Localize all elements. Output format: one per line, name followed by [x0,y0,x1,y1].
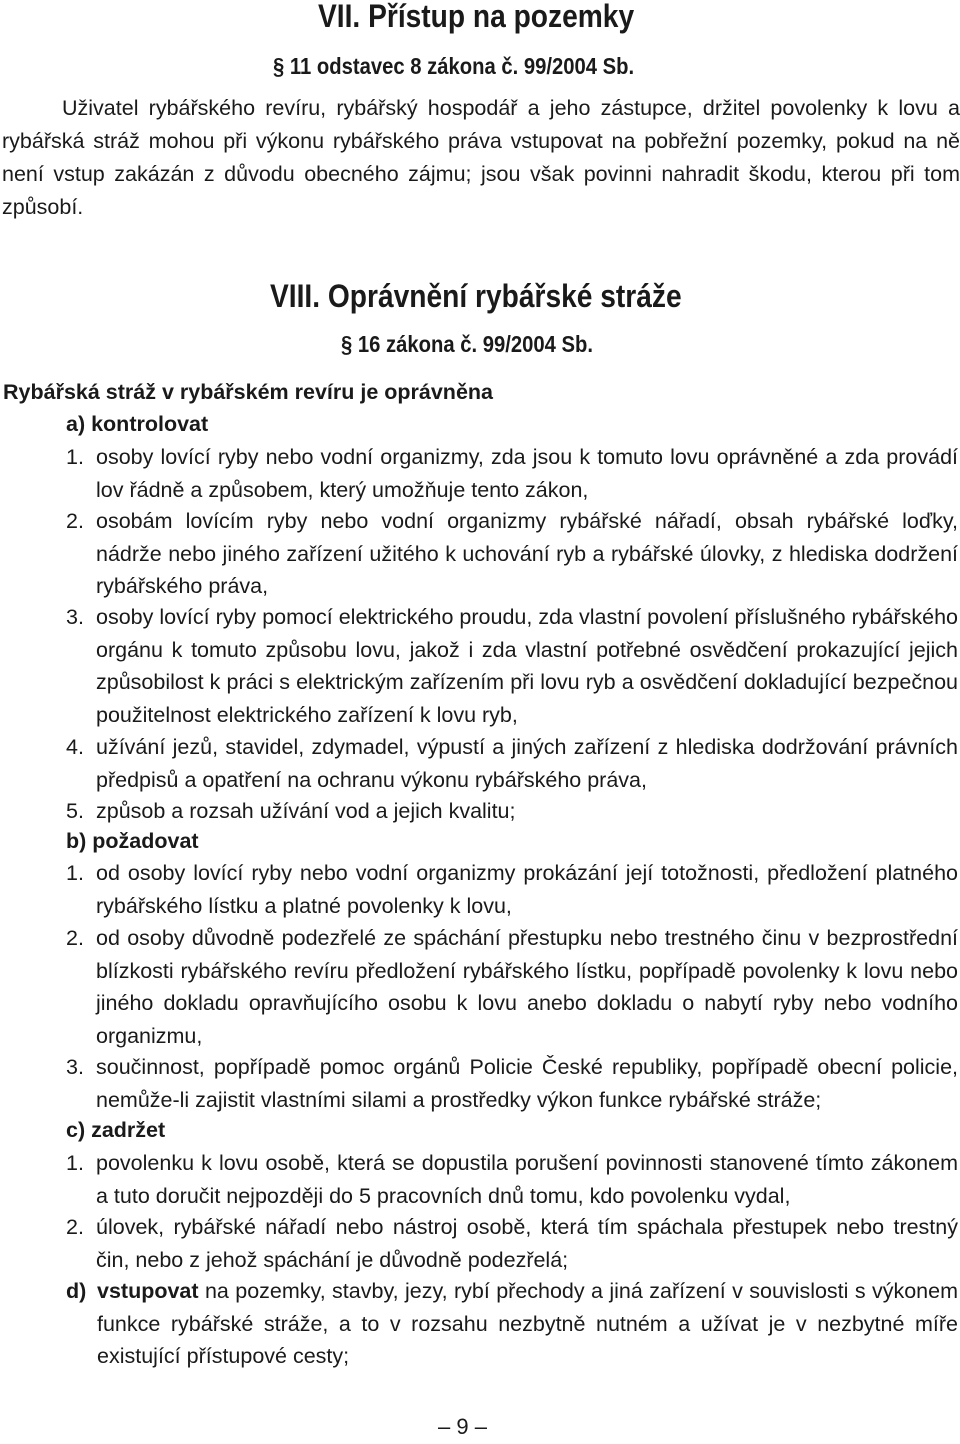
list-item-number: 1. [66,861,84,885]
list-item-a1 [66,441,958,506]
list-item-text: osobám lovícím ryby nebo vodní organizmy rybářské nářadí, obsah rybářské loďky, nádrže nebo jiného zařízení užitého k uchování ryb a rybářské úlovky, z hlediska dodržení rybářského práva, [96,509,958,598]
group-d-label: d) [66,1279,87,1303]
list-item-number: 3. [66,605,84,629]
list-item-text: od osoby lovící ryby nebo vodní organizmy prokázání její totožnosti, předložení platného rybářského lístku a platné povolenky k lovu, [96,861,958,918]
list-item-text: úlovek, rybářské nářadí nebo nástroj osobě, která tím spáchala přestupek nebo trestný čin, nebo z jehož spáchání je důvodně podezřelá; [96,1215,958,1272]
group-c-heading: c) zadržet [66,1118,166,1142]
list-item-number: 1. [66,1151,84,1175]
group-b-heading: b) požadovat [66,829,199,853]
list-item-a4 [66,731,958,796]
list-item-a2 [66,505,958,603]
section-8-lead: Rybářská stráž v rybářském revíru je oprávněna [3,380,493,404]
list-item-b1 [66,857,958,922]
list-item-a3 [66,601,958,731]
list-item-number: 4. [66,735,84,759]
section-7-legal-reference: § 11 odstavec 8 zákona č. 99/2004 Sb. [273,53,635,79]
list-item-number: 3. [66,1055,84,1079]
list-item-number: 5. [66,799,84,823]
group-d-text [97,1275,958,1373]
list-item-number: 2. [66,1215,84,1239]
list-item-c2 [66,1211,958,1276]
list-item-text: osoby lovící ryby nebo vodní organizmy, zda jsou k tomuto lovu oprávněné a zda provádí lov řádně a způsobem, který umožňuje tento zákon, [96,445,958,502]
list-item-a5 [66,795,958,828]
section-7-paragraph: Uživatel rybářského revíru, rybářský hospodář a jeho zástupce, držitel povolenky k lovu a rybářská stráž mohou při výkonu rybářského práva vstupovat na pobřežní pozemky, pokud na ně není vstup zakázán z důvodu obecného zájmu; jsou však povinni nahradit škodu, kterou při tom způsobí. [2,96,960,219]
page-number: – 9 – [438,1414,487,1439]
list-item-text: užívání jezů, stavidel, zdymadel, výpustí a jiných zařízení z hlediska dodržování právních předpisů a opatření na ochranu výkonu rybářského práva, [96,735,958,792]
list-item-text: součinnost, popřípadě pomoc orgánů Policie České republiky, popřípadě obecní policie, nemůže-li zajistit vlastními silami a prostředky výkon funkce rybářské stráže; [96,1055,958,1112]
list-item-text: od osoby důvodně podezřelé ze spáchání přestupku nebo trestného činu v bezprostřední blízkosti rybářského revíru předložení rybářského lístku, popřípadě povolenky k lovu nebo jiného dokladu opravňujícího osobu k lovu anebo dokladu o nabytí ryby nebo vodního organizmu, [96,926,958,1048]
list-item-number: 1. [66,445,84,469]
group-a-heading: a) kontrolovat [66,412,209,436]
section-8-title: VIII. Oprávnění rybářské stráže [270,278,682,314]
list-item-d [66,1275,958,1373]
list-item-b3 [66,1051,958,1116]
group-d-keyword: vstupovat [97,1279,199,1303]
list-item-c1 [66,1147,958,1212]
list-item-text: způsob a rozsah užívání vod a jejich kvalitu; [96,799,516,823]
section-7-title: VII. Přístup na pozemky [318,0,635,34]
list-item-number: 2. [66,926,84,950]
section-8-legal-reference: § 16 zákona č. 99/2004 Sb. [341,331,594,357]
group-d-body: na pozemky, stavby, jezy, rybí přechody a jiná zařízení v souvislosti s výkonem funkce rybářské stráže, a to v rozsahu nezbytně nutném a užívat je v nezbytné míře existující přístupové cesty; [97,1279,958,1368]
list-item-b2 [66,922,958,1052]
list-item-text: osoby lovící ryby pomocí elektrického proudu, zda vlastní povolení příslušného rybářského orgánu k tomuto způsobu lovu, jakož i zda vlastní potřebné osvědčení prokazující jejich způsobilost k práci s elektrickým zařízením při lovu ryb a osvědčení dokladující bezpečnou použitelnost elektrického zařízení k lovu ryb, [96,605,958,727]
list-item-text: povolenku k lovu osobě, která se dopustila porušení povinnosti stanovené tímto zákonem a tuto doručit nejpozději do 5 pracovních dnů tomu, kdo povolenku vydal, [96,1151,958,1208]
list-item-number: 2. [66,509,84,533]
